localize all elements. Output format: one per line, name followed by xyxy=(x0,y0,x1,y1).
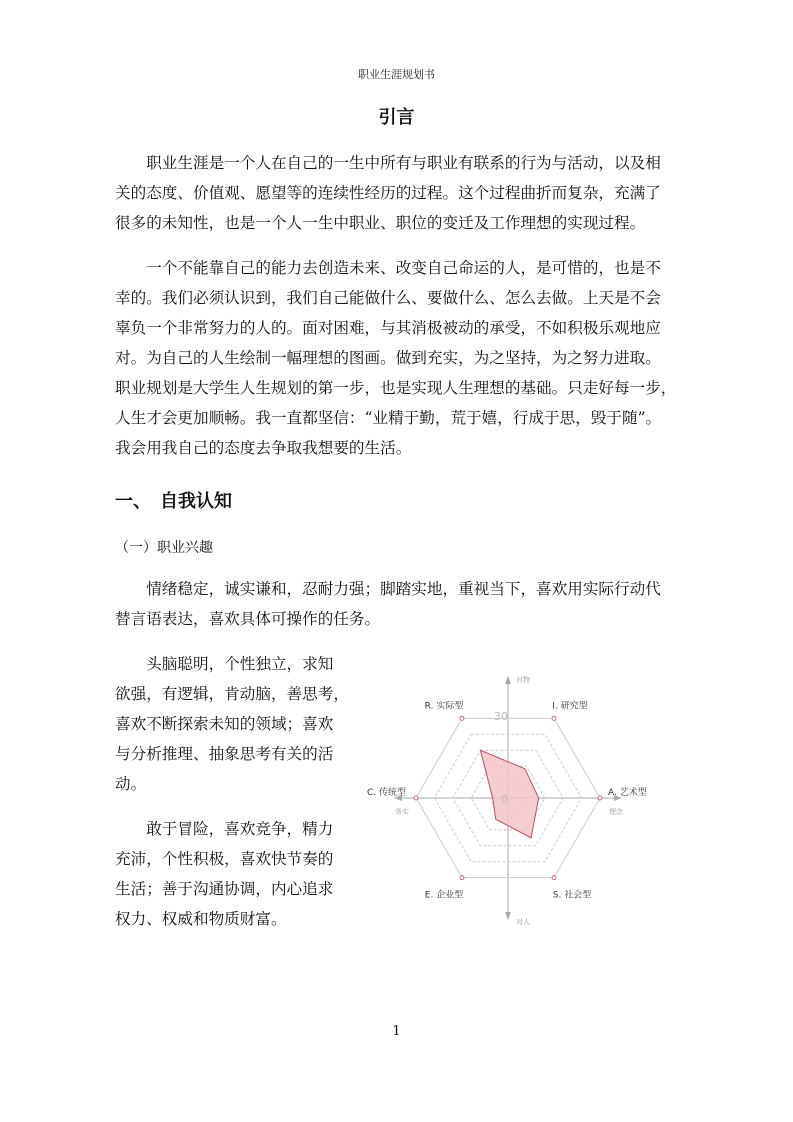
text-line: 与分析推理、抽象思考有关的活 xyxy=(115,745,334,763)
holland-radar-chart xyxy=(355,660,675,940)
page-number: 1 xyxy=(392,1024,401,1039)
text-line: 动。 xyxy=(115,775,147,793)
category-label: A. 艺术型 xyxy=(608,788,647,798)
page-title: 引言 xyxy=(378,107,415,128)
vertex-marker xyxy=(552,716,556,720)
axis-label-left: 务实 xyxy=(395,808,409,816)
subsection-heading: （一）职业兴趣 xyxy=(115,540,213,556)
text-line: 我会用我自己的态度去争取我想要的生活。 xyxy=(115,439,412,457)
category-label: E. 企业型 xyxy=(424,890,464,901)
text-line: 关的态度、价值观、愿望等的连续性经历的过程。这个过程曲折而复杂，充满了 xyxy=(115,184,661,202)
tick-label: 0 xyxy=(501,793,508,806)
vertex-marker xyxy=(460,716,464,720)
section-heading: 一、 自我认知 xyxy=(115,491,232,512)
text-line: 头脑聪明，个性独立，求知 xyxy=(115,655,334,673)
category-label: I. 研究型 xyxy=(552,701,588,712)
text-line: 辜负一个非常努力的人的。面对困难，与其消极被动的承受，不如积极乐观地应 xyxy=(115,319,661,337)
axis-label-bottom: 对人 xyxy=(516,918,530,926)
text-line: 一个不能靠自己的能力去创造未来、改变自己命运的人，是可惜的，也是不 xyxy=(115,259,661,277)
category-label: R. 实际型 xyxy=(424,701,464,712)
text-line: 职业规划是大学生人生规划的第一步，也是实现人生理想的基础。只走好每一步， xyxy=(115,379,677,397)
text-line: 对。为自己的人生绘制一幅理想的图画。做到充实，为之坚持，为之努力进取。 xyxy=(115,349,661,367)
text-line: 幸的。我们必须认识到，我们自己能做什么、要做什么、怎么去做。上天是不会 xyxy=(115,289,661,307)
category-label: S. 社会型 xyxy=(552,890,592,901)
text-line: 替言语表达，喜欢具体可操作的任务。 xyxy=(115,610,381,628)
axis-label-right: 理念 xyxy=(609,808,623,816)
vertex-marker xyxy=(598,796,602,800)
text-line: 敢于冒险，喜欢竞争，精力 xyxy=(115,820,334,838)
arrow-up-icon xyxy=(505,676,511,684)
vertex-marker xyxy=(552,876,556,880)
tick-label: 30 xyxy=(494,710,508,723)
text-line: 职业生涯是一个人在自己的一生中所有与职业有联系的行为与活动，以及相 xyxy=(115,154,661,172)
running-header: 职业生涯规划书 xyxy=(358,68,435,81)
category-label: C. 传统型 xyxy=(366,788,406,798)
data-area xyxy=(480,750,538,838)
text-line: 生活；善于沟通协调，内心追求 xyxy=(115,880,334,898)
text-line: 很多的未知性，也是一个人一生中职业、职位的变迁及工作理想的实现过程。 xyxy=(115,214,646,232)
text-line: 充沛，个性积极，喜欢快节奏的 xyxy=(115,850,334,868)
axis-label-top: 对物 xyxy=(516,676,530,684)
text-line: 人生才会更加顺畅。我一直都坚信：“业精于勤，荒于嬉，行成于思，毁于随”。 xyxy=(115,409,662,427)
text-line: 权力、权威和物质财富。 xyxy=(115,910,287,928)
text-line: 喜欢不断探索未知的领域；喜欢 xyxy=(115,715,334,733)
vertex-marker xyxy=(460,876,464,880)
vertex-marker xyxy=(414,796,418,800)
text-line: 情绪稳定，诚实谦和，忍耐力强；脚踏实地，重视当下，喜欢用实际行动代 xyxy=(115,580,661,598)
text-line: 欲强，有逻辑，肯动脑，善思考， xyxy=(115,685,349,703)
arrow-down-icon xyxy=(505,912,511,920)
